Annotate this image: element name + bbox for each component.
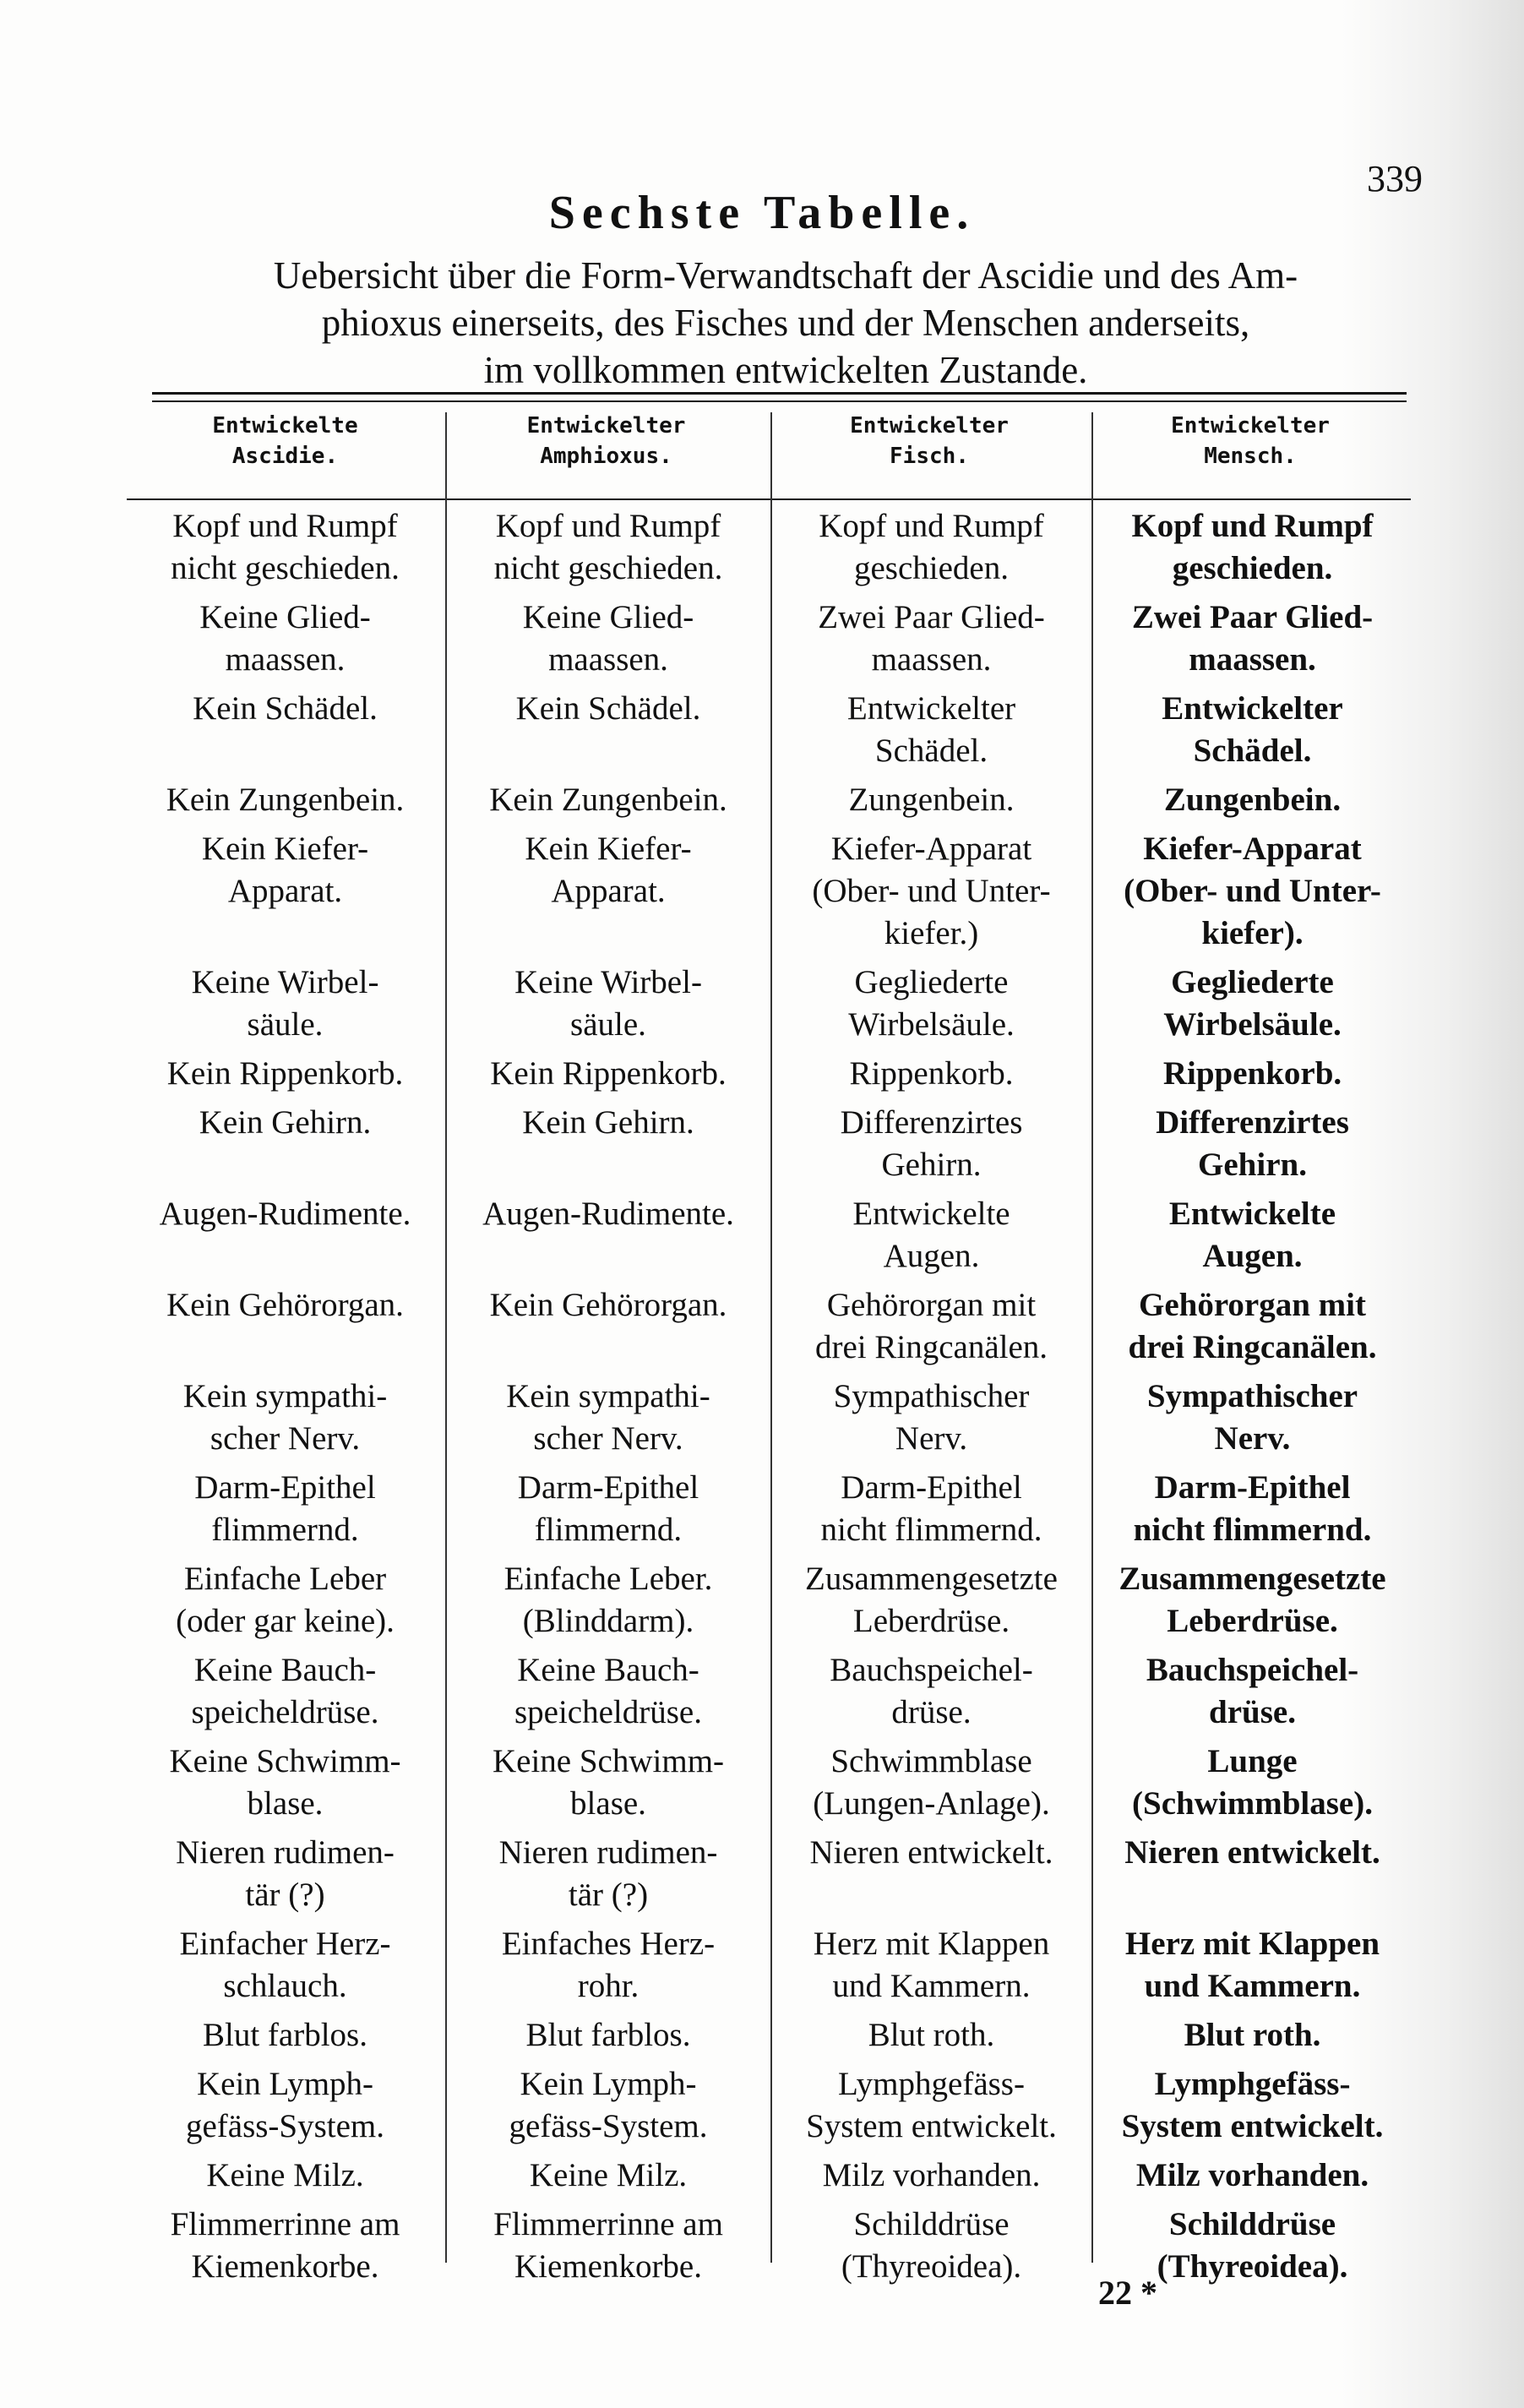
table-heading: Sechste Tabelle. — [548, 187, 976, 239]
column-header-line-2: Ascidie. — [231, 444, 339, 469]
cell-amphioxus: Kein Schädel. — [515, 690, 701, 727]
cell-ascidie: Einfache Leber (oder gar keine). — [176, 1561, 395, 1639]
cell-fisch: Sympathischer Nerv. — [833, 1378, 1030, 1457]
column-header-line-2: Amphioxus. — [540, 444, 672, 469]
header-rule — [127, 498, 1411, 500]
cell-ascidie: Keine Wirbel- säule. — [191, 964, 379, 1043]
cell-amphioxus: Kein Gehirn. — [522, 1104, 694, 1141]
column-header-line-1: Entwickelter — [850, 413, 1009, 439]
cell-fisch: Rippenkorb. — [849, 1055, 1014, 1092]
cell-mensch: Lunge (Schwimmblase). — [1132, 1743, 1373, 1822]
cell-ascidie: Darm-Epithel flimmernd. — [194, 1469, 376, 1548]
column-header-line-1: Entwickelte — [212, 413, 358, 439]
cell-ascidie: Kein sympathi- scher Nerv. — [182, 1378, 388, 1457]
cell-amphioxus: Blut farblos. — [525, 2017, 691, 2053]
column-header-line-2: Fisch. — [890, 444, 969, 469]
cell-mensch: Zusammengesetzte Leberdrüse. — [1119, 1561, 1386, 1639]
cell-mensch: Gehörorgan mit drei Ringcanälen. — [1128, 1287, 1377, 1365]
cell-ascidie: Keine Milz. — [206, 2157, 364, 2193]
cell-ascidie: Flimmerrinne am Kiemenkorbe. — [170, 2206, 400, 2285]
cell-ascidie: Einfacher Herz- schlauch. — [179, 1926, 391, 2004]
cell-mensch: Bauchspeichel- drüse. — [1146, 1652, 1359, 1730]
cell-ascidie: Keine Glied- maassen. — [199, 599, 371, 678]
top-rule — [152, 392, 1407, 395]
cell-ascidie: Kein Gehörorgan. — [166, 1287, 404, 1323]
cell-amphioxus: Kopf und Rumpf nicht geschieden. — [493, 508, 723, 586]
cell-ascidie: Augen-Rudimente. — [159, 1196, 411, 1232]
column-divider — [445, 412, 447, 2263]
cell-fisch: Darm-Epithel nicht flimmernd. — [820, 1469, 1042, 1548]
cell-mensch: Differenzirtes Gehirn. — [1156, 1104, 1349, 1183]
cell-fisch: Zungenbein. — [848, 782, 1015, 818]
cell-mensch: Kopf und Rumpf geschieden. — [1131, 508, 1374, 586]
cell-amphioxus: Keine Milz. — [529, 2157, 688, 2193]
cell-amphioxus: Darm-Epithel flimmernd. — [517, 1469, 699, 1548]
cell-mensch: Lymphgefäss- System entwickelt. — [1121, 2066, 1384, 2144]
cell-amphioxus: Einfaches Herz- rohr. — [501, 1926, 716, 2004]
cell-mensch: Zungenbein. — [1163, 782, 1342, 818]
cell-amphioxus: Flimmerrinne am Kiemenkorbe. — [493, 2206, 723, 2285]
cell-amphioxus: Keine Bauch- speicheldrüse. — [514, 1652, 702, 1730]
signature-mark: 22 * — [1098, 2274, 1157, 2312]
cell-fisch: Differenzirtes Gehirn. — [840, 1104, 1023, 1183]
cell-amphioxus: Keine Schwimm- blase. — [492, 1743, 725, 1822]
cell-ascidie: Kein Kiefer- Apparat. — [201, 831, 369, 909]
subtitle-line-1: Uebersicht über die Form-Verwandtschaft der Ascidie und des Am- — [273, 254, 1298, 297]
cell-fisch: Entwickelte Augen. — [852, 1196, 1010, 1274]
cell-fisch: Kopf und Rumpf geschieden. — [819, 508, 1044, 586]
cell-ascidie: Kein Lymph- gefäss-System. — [185, 2066, 385, 2144]
cell-amphioxus: Kein Zungenbein. — [489, 782, 727, 818]
cell-mensch: Darm-Epithel nicht flimmernd. — [1133, 1469, 1372, 1548]
cell-mensch: Zwei Paar Glied- maassen. — [1131, 599, 1374, 678]
column-header-line-1: Entwickelter — [526, 413, 686, 439]
page-number: 339 — [1367, 158, 1423, 199]
subtitle-line-2: phioxus einerseits, des Fisches und der Menschen anderseits, — [321, 302, 1250, 344]
cell-ascidie: Keine Bauch- speicheldrüse. — [191, 1652, 379, 1730]
column-header-fisch — [769, 404, 1090, 497]
cell-fisch: Schilddrüse (Thyreoidea). — [841, 2206, 1022, 2285]
cell-amphioxus: Kein Rippenkorb. — [490, 1055, 727, 1092]
cell-fisch: Bauchspeichel- drüse. — [830, 1652, 1033, 1730]
cell-mensch: Blut roth. — [1184, 2017, 1321, 2053]
cell-amphioxus: Augen-Rudimente. — [482, 1196, 734, 1232]
cell-amphioxus: Kein Lymph- gefäss-System. — [509, 2066, 708, 2144]
subtitle-line-3: im vollkommen entwickelten Zustande. — [483, 349, 1088, 391]
cell-mensch: Nieren entwickelt. — [1124, 1834, 1380, 1871]
comparison-table — [127, 404, 1411, 2285]
cell-fisch: Entwickelter Schädel. — [846, 690, 1016, 769]
cell-fisch: Zusammengesetzte Leberdrüse. — [805, 1561, 1058, 1639]
column-divider — [1091, 412, 1093, 2263]
cell-ascidie: Blut farblos. — [203, 2017, 367, 2053]
cell-mensch: Schilddrüse (Thyreoidea). — [1157, 2206, 1348, 2285]
cell-mensch: Entwickelter Schädel. — [1162, 690, 1343, 769]
table-subtitle — [152, 252, 1419, 394]
column-header-line-1: Entwickelter — [1171, 413, 1330, 439]
cell-fisch: Schwimmblase (Lungen-Anlage). — [813, 1743, 1050, 1822]
cell-ascidie: Keine Schwimm- blase. — [169, 1743, 401, 1822]
cell-amphioxus: Keine Glied- maassen. — [522, 599, 694, 678]
column-header-amphioxus — [444, 404, 769, 497]
cell-fisch: Nieren entwickelt. — [809, 1834, 1053, 1871]
cell-mensch: Herz mit Klappen und Kammern. — [1124, 1926, 1380, 2004]
cell-fisch: Milz vorhanden. — [822, 2157, 1041, 2193]
cell-ascidie: Kein Gehirn. — [199, 1104, 372, 1141]
cell-amphioxus: Kein Gehörorgan. — [489, 1287, 727, 1323]
cell-mensch: Sympathischer Nerv. — [1146, 1378, 1358, 1457]
cell-amphioxus: Kein Kiefer- Apparat. — [525, 831, 692, 909]
cell-fisch: Blut roth. — [868, 2017, 995, 2053]
column-header-ascidie — [127, 404, 444, 497]
cell-amphioxus: Nieren rudimen- tär (?) — [498, 1834, 718, 1913]
cell-amphioxus: Keine Wirbel- säule. — [514, 964, 702, 1043]
cell-mensch: Milz vorhanden. — [1135, 2157, 1369, 2193]
cell-fisch: Gehörorgan mit drei Ringcanälen. — [814, 1287, 1048, 1365]
cell-ascidie: Kein Rippenkorb. — [166, 1055, 404, 1092]
cell-ascidie: Nieren rudimen- tär (?) — [176, 1834, 395, 1913]
column-header-mensch — [1090, 404, 1411, 497]
cell-fisch: Lymphgefäss- System entwickelt. — [806, 2066, 1057, 2144]
cell-fisch: Kiefer-Apparat (Ober- und Unter- kiefer.) — [812, 831, 1051, 951]
cell-mensch: Gegliederte Wirbelsäule. — [1163, 964, 1342, 1043]
cell-fisch: Zwei Paar Glied- maassen. — [818, 599, 1045, 678]
cell-mensch: Rippenkorb. — [1162, 1055, 1342, 1092]
cell-ascidie: Kein Schädel. — [193, 690, 378, 727]
column-header-line-2: Mensch. — [1204, 444, 1297, 469]
top-rule-double — [152, 400, 1407, 402]
cell-mensch: Entwickelte Augen. — [1168, 1196, 1336, 1274]
cell-fisch: Gegliederte Wirbelsäule. — [848, 964, 1015, 1043]
cell-fisch: Herz mit Klappen und Kammern. — [813, 1926, 1050, 2004]
cell-amphioxus: Kein sympathi- scher Nerv. — [506, 1378, 710, 1457]
cell-amphioxus: Einfache Leber. (Blinddarm). — [503, 1561, 713, 1639]
column-divider — [770, 412, 772, 2263]
cell-ascidie: Kein Zungenbein. — [166, 782, 405, 818]
cell-ascidie: Kopf und Rumpf nicht geschieden. — [171, 508, 400, 586]
cell-mensch: Kiefer-Apparat (Ober- und Unter- kiefer). — [1124, 831, 1381, 951]
